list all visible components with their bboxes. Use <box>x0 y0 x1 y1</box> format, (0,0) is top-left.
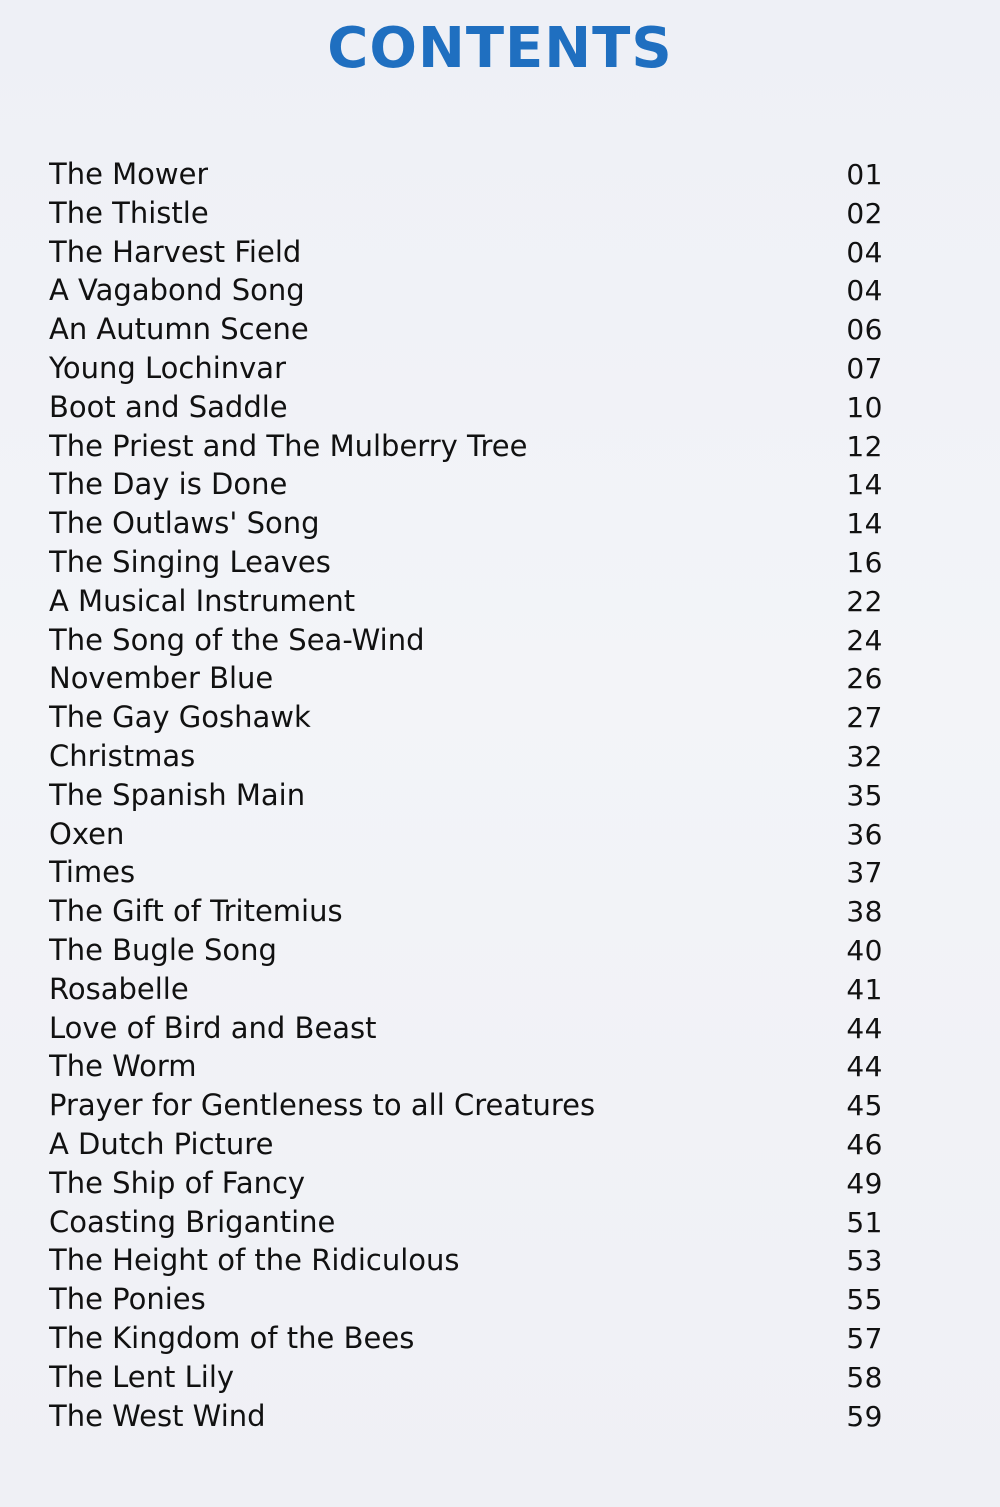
toc-entry-title: The Lent Lily <box>49 1359 235 1394</box>
toc-entry <box>49 310 883 349</box>
toc-entry-title: A Dutch Picture <box>49 1126 274 1161</box>
toc-entry-title: The Bugle Song <box>49 932 277 967</box>
toc-entry-title: The Priest and The Mulberry Tree <box>49 428 528 463</box>
toc-entry-page-number: 24 <box>846 623 883 657</box>
toc-entry <box>49 349 883 388</box>
toc-entry-title: Rosabelle <box>49 971 189 1006</box>
toc-entry-page-number: 41 <box>846 972 883 1006</box>
toc-entry-page-number: 49 <box>846 1166 883 1200</box>
toc-entry <box>49 582 883 621</box>
toc-entry-page-number: 02 <box>846 196 883 230</box>
toc-entry-page-number: 57 <box>846 1321 883 1355</box>
toc-entry-page-number: 58 <box>846 1360 883 1394</box>
toc-entry <box>49 737 883 776</box>
toc-entry-page-number: 07 <box>846 351 883 385</box>
toc-entry-page-number: 12 <box>846 429 883 463</box>
toc-entry <box>49 621 883 660</box>
toc-entry-title: The Worm <box>49 1049 197 1084</box>
toc-entry-title: The Height of the Ridiculous <box>49 1243 460 1278</box>
toc-entry <box>49 388 883 427</box>
toc-entry-page-number: 14 <box>846 507 883 541</box>
toc-entry <box>49 776 883 815</box>
toc-entry-page-number: 35 <box>846 778 883 812</box>
toc-entry-page-number: 59 <box>846 1399 883 1433</box>
toc-entry <box>49 853 883 892</box>
toc-entry-title: The Ship of Fancy <box>49 1165 306 1200</box>
toc-entry <box>49 1358 883 1397</box>
toc-entry-title: The Day is Done <box>49 467 288 502</box>
toc-entry-page-number: 10 <box>846 390 883 424</box>
toc-entry-page-number: 04 <box>846 235 883 269</box>
toc-entry <box>49 815 883 854</box>
toc-entry <box>49 1164 883 1203</box>
toc-entry <box>49 1009 883 1048</box>
toc-entry <box>49 194 883 233</box>
toc-entry-page-number: 51 <box>846 1205 883 1239</box>
toc-entry <box>49 1280 883 1319</box>
toc-entry-title: Boot and Saddle <box>49 389 288 424</box>
toc-entry-title: The Kingdom of the Bees <box>49 1320 415 1355</box>
contents-list <box>49 155 883 1435</box>
toc-entry-title: Love of Bird and Beast <box>49 1010 377 1045</box>
toc-entry-title: Prayer for Gentleness to all Creatures <box>49 1088 596 1123</box>
toc-entry-title: The Mower <box>49 157 209 191</box>
toc-entry-title: The Spanish Main <box>49 777 306 812</box>
toc-entry-title: Christmas <box>49 738 196 773</box>
toc-entry <box>49 931 883 970</box>
toc-entry <box>49 1241 883 1280</box>
toc-entry-page-number: 14 <box>846 468 883 502</box>
page-title: CONTENTS <box>327 16 673 81</box>
toc-entry-title: The Outlaws' Song <box>49 506 320 541</box>
toc-entry <box>49 1125 883 1164</box>
toc-entry <box>49 465 883 504</box>
toc-entry-title: The Singing Leaves <box>49 544 331 579</box>
toc-entry-page-number: 45 <box>846 1089 883 1123</box>
toc-entry-title: The Song of the Sea-Wind <box>49 622 425 657</box>
toc-entry <box>49 427 883 466</box>
toc-entry <box>49 155 883 194</box>
toc-entry-page-number: 16 <box>846 545 883 579</box>
toc-entry-page-number: 44 <box>846 1011 883 1045</box>
toc-entry-title: A Musical Instrument <box>49 583 356 618</box>
toc-entry-title: The Thistle <box>49 195 209 230</box>
toc-entry-page-number: 55 <box>846 1283 883 1317</box>
toc-entry <box>49 233 883 272</box>
toc-entry-page-number: 37 <box>846 856 883 890</box>
toc-entry <box>49 1086 883 1125</box>
toc-entry <box>49 659 883 698</box>
toc-entry-page-number: 44 <box>846 1050 883 1084</box>
toc-entry-page-number: 38 <box>846 895 883 929</box>
toc-entry-page-number: 04 <box>846 274 883 308</box>
toc-entry <box>49 970 883 1009</box>
toc-entry <box>49 1397 883 1436</box>
toc-entry-title: November Blue <box>49 661 274 696</box>
toc-entry <box>49 543 883 582</box>
toc-entry-title: The West Wind <box>49 1398 266 1433</box>
toc-entry <box>49 1047 883 1086</box>
toc-entry-title: Coasting Brigantine <box>49 1204 336 1239</box>
toc-entry-title: An Autumn Scene <box>49 312 309 347</box>
toc-entry-page-number: 27 <box>846 701 883 735</box>
toc-entry-title: The Harvest Field <box>49 234 302 269</box>
toc-entry <box>49 892 883 931</box>
toc-entry-title: Oxen <box>49 816 125 851</box>
toc-entry-title: Times <box>49 855 136 890</box>
toc-entry-page-number: 22 <box>846 584 883 618</box>
toc-entry-page-number: 32 <box>846 739 883 773</box>
toc-entry <box>49 1203 883 1242</box>
toc-entry <box>49 698 883 737</box>
toc-entry-title: The Ponies <box>49 1282 206 1317</box>
toc-entry-page-number: 01 <box>846 158 883 191</box>
toc-entry <box>49 1319 883 1358</box>
toc-entry-page-number: 46 <box>846 1127 883 1161</box>
toc-entry-page-number: 36 <box>846 817 883 851</box>
toc-entry-page-number: 40 <box>846 933 883 967</box>
toc-entry-title: The Gift of Tritemius <box>49 894 343 929</box>
toc-entry-title: The Gay Goshawk <box>49 700 311 735</box>
toc-entry-title: Young Lochinvar <box>49 350 286 385</box>
toc-entry <box>49 271 883 310</box>
toc-entry-page-number: 26 <box>846 662 883 696</box>
toc-entry <box>49 504 883 543</box>
toc-entry-page-number: 53 <box>846 1244 883 1278</box>
toc-entry-title: A Vagabond Song <box>49 273 305 308</box>
toc-entry-page-number: 06 <box>846 313 883 347</box>
